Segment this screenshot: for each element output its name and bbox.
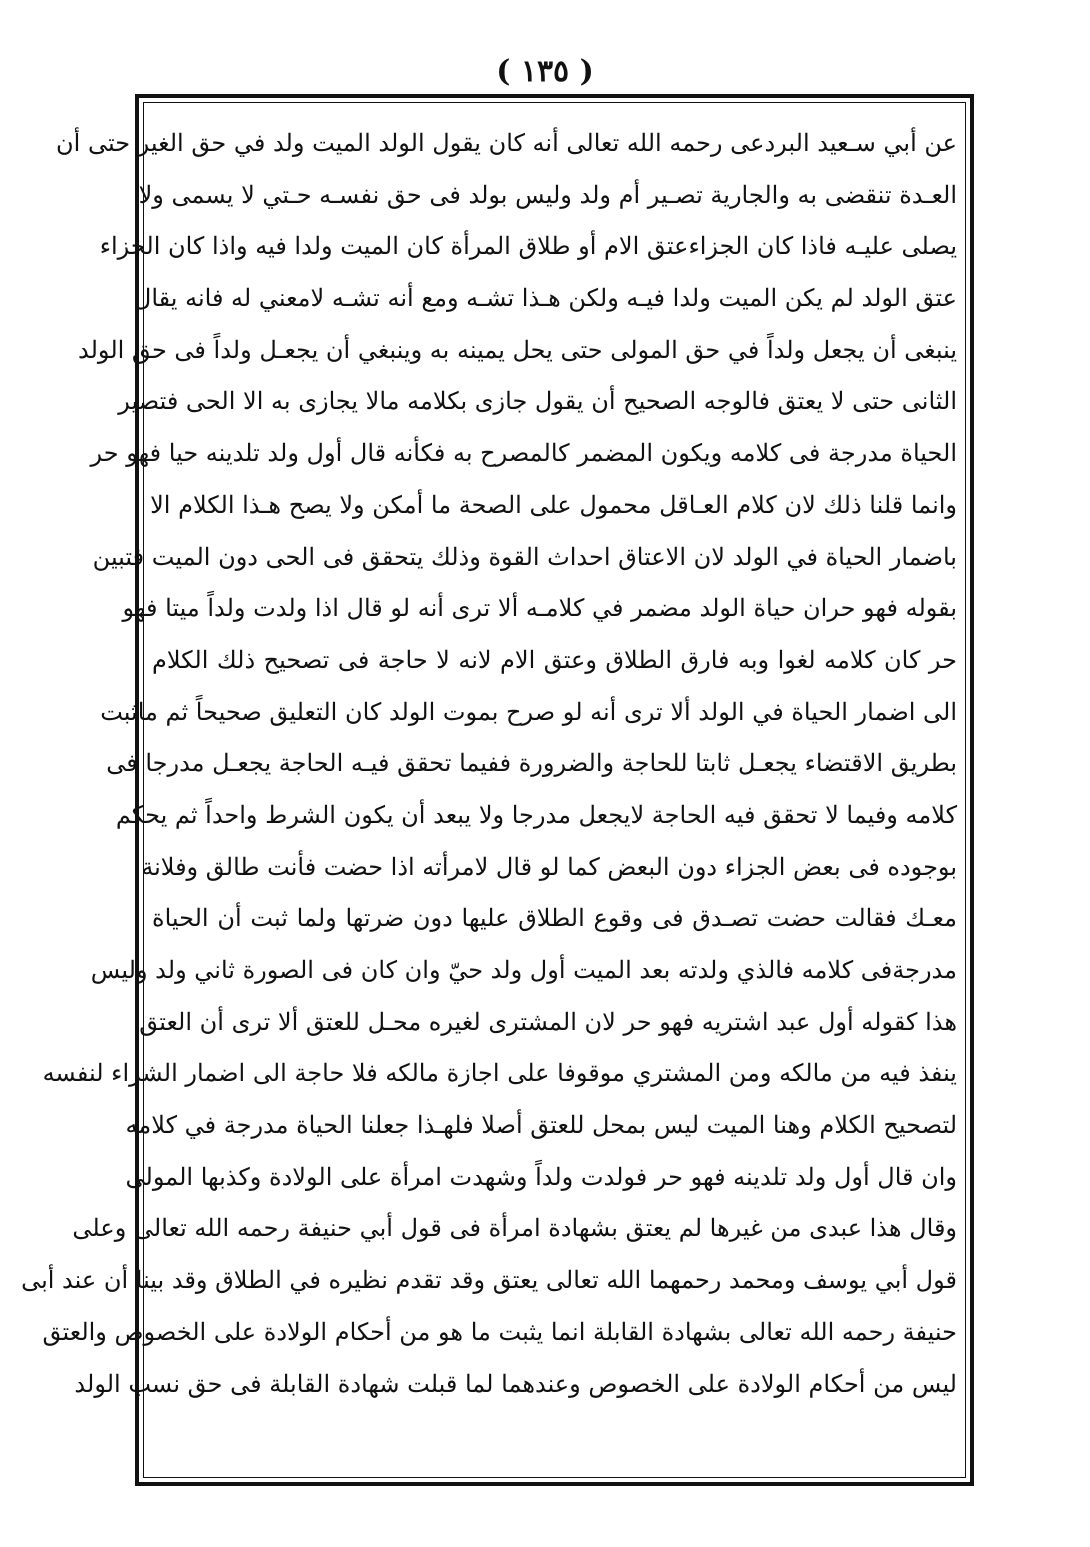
text-line: عن أبي سـعيد البردعى رحمه الله تعالى أنه كان يقول الولد الميت ولد في حق الغير حتى أن bbox=[56, 129, 957, 157]
text-line: مدرجةفى كلامه فالذي ولدته بعد الميت أول ولد حيّ وان كان فى الصورة ثاني ولد وليس bbox=[90, 956, 957, 984]
text-line: عتق الولد لم يكن الميت ولدا فيـه ولكن هـذا تشـه ومع أنه تشـه لامعني له فانه يقال bbox=[133, 284, 957, 313]
text-line: قول أبي يوسف ومحمد رحمهما الله تعالى يعتق وقد تقدم نظيره في الطلاق وقد بينا أن عند أبى bbox=[21, 1266, 957, 1295]
text-line: ينفذ فيه من مالكه ومن المشتري موقوفا على اجازة مالكه فلا حاجة الى اضمار الشراء لنفسه bbox=[42, 1059, 957, 1088]
text-line: بوجوده فى بعض الجزاء دون البعض كما لو قال لامرأته اذا حضت فأنت طالق وفلانة bbox=[141, 852, 957, 881]
text-line: معـك فقالت حضت تصـدق فى وقوع الطلاق عليها دون ضرتها ولما ثبت أن الحياة bbox=[152, 904, 957, 933]
text-line: لتصحيح الكلام وهنا الميت ليس بمحل للعتق أصلا فلهـذا جعلنا الحياة مدرجة في كلامه bbox=[125, 1111, 957, 1140]
text-line: الى اضمار الحياة في الولد ألا ترى أنه لو صرح بموت الولد كان التعليق صحيحاً ثم ماثبت bbox=[100, 697, 957, 726]
page-number: ( ١٣٥ ) bbox=[496, 54, 594, 89]
text-line: بقوله فهو حران حياة الولد مضمر في كلامـه ألا ترى أنه لو قال اذا ولدت ولداً ميتا فهو bbox=[122, 594, 957, 623]
text-line: وانما قلنا ذلك لان كلام العـاقل محمول على الصحة ما أمكن ولا يصح هـذا الكلام الا bbox=[150, 490, 957, 519]
text-line: كلامه وفيما لا تحقق فيه الحاجة لايجعل مدرجا ولا يبعد أن يكون الشرط واحداً ثم يحكم bbox=[115, 800, 957, 829]
text-line: الثانى حتى لا يعتق فالوجه الصحيح أن يقول جازى بكلامه مالا يجازى به الا الحى فتصير bbox=[118, 387, 957, 416]
text-line: يصلى عليـه فاذا كان الجزاءعتق الام أو طلاق المرأة كان الميت ولدا فيه واذا كان الجزاء bbox=[99, 232, 957, 261]
text-line: هذا كقوله أول عبد اشتريه فهو حر لان المشترى لغيره محـل للعتق ألا ترى أن العتق bbox=[139, 1007, 957, 1036]
text-line: ينبغى أن يجعل ولداً في حق المولى حتى يحل يمينه به وينبغي أن يجعـل ولداً فى حق الولد bbox=[78, 335, 957, 364]
text-line: وقال هذا عبدى من غيرها لم يعتق بشهادة امرأة فى قول أبي حنيفة رحمه الله تعالى وعلى bbox=[72, 1214, 957, 1243]
text-line: العـدة تنقضى به والجارية تصـير أم ولد وليس بولد فى حق نفسـه حـتي لا يسمى ولا bbox=[138, 180, 957, 209]
text-line: باضمار الحياة في الولد لان الاعتاق احداث القوة وذلك يتحقق فى الحى دون الميت فتبين bbox=[92, 542, 957, 571]
text-line: بطريق الاقتضاء يجعـل ثابتا للحاجة والضرورة ففيما تحقق فيـه الحاجة يجعـل مدرجا فى bbox=[106, 749, 957, 778]
text-line: الحياة مدرجة فى كلامه ويكون المضمر كالمصرح به فكأنه قال أول ولد تلدينه حيا فهو حر bbox=[90, 439, 957, 468]
text-line: ليس من أحكام الولادة على الخصوص وعندهما لما قبلت شهادة القابلة فى حق نسب الولد bbox=[74, 1369, 957, 1398]
text-line: حر كان كلامه لغوا وبه فارق الطلاق وعتق الام لانه لا حاجة فى تصحيح ذلك الكلام bbox=[152, 645, 957, 674]
text-line: وان قال أول ولد تلدينه فهو حر فولدت ولداً وشهدت امرأة على الولادة وكذبها المولى bbox=[125, 1162, 957, 1191]
text-line: حنيفة رحمه الله تعالى بشهادة القابلة انما يثبت ما هو من أحكام الولادة على الخصوص والعتق bbox=[42, 1317, 957, 1346]
text-body bbox=[21, 118, 957, 1468]
